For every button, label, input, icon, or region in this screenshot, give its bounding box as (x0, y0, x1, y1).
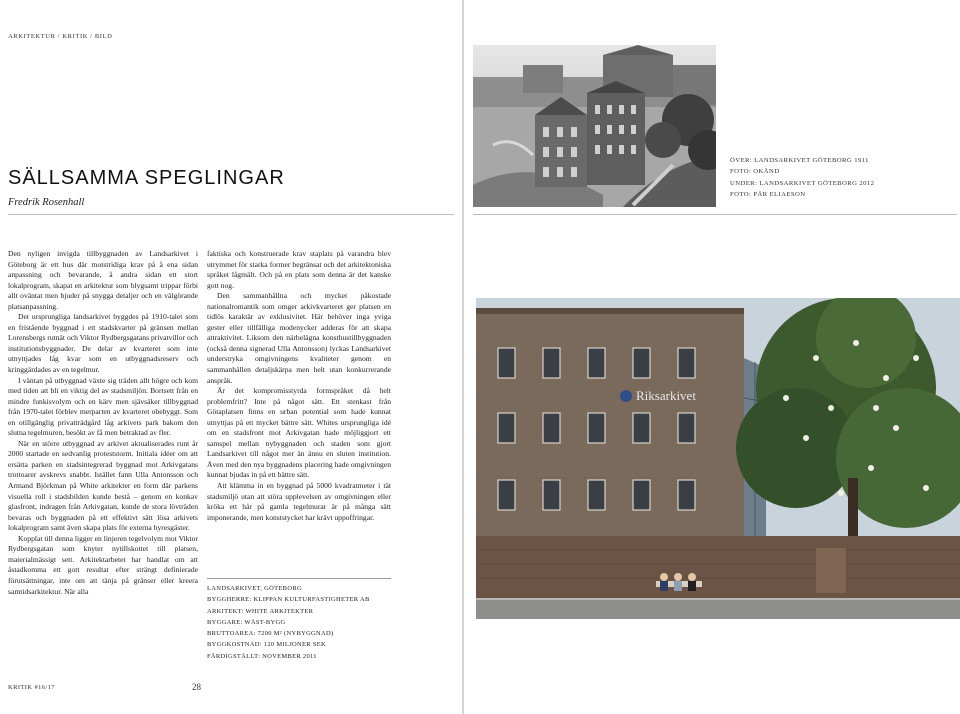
article-author: Fredrik Rosenhall (8, 197, 85, 208)
fact-line: ARKITEKT: WHITE ARKITEKTER (207, 607, 314, 615)
fact-line: BRUTTOAREA: 7200 M² (NYBYGGNAD) (207, 630, 334, 638)
caption-line: ÖVER: LANDSARKIVET GÖTEBORG 1911 (730, 157, 869, 164)
paragraph: Kopplat till denna ligger en linjeren tegelvolym mot Viktor Rydbergsgatan som knyter nytillskottet till platsen, materialmässigt sett. Arkitektarbetet har handlat om att åstadkomma ett gott resultat efter strängt definierade förutsättningar, inte om att tänja på gränser eller kreera samtidsarkitektur. När alla (8, 533, 198, 596)
paragraph: Den sammanhållna och mycket påkostade nationalromantik som omger arkivkvarteret ger platsen en tidlös karaktär av exklusivitet. Här behöver inga yviga gester eller tillfälliga modenycker adderas för att skapa attraktivitet. Liksom den närbelägna konsthustillbyggnaden (också denna signerad Ulla Antonsson) lyckas Landsarkivet understryka omgivningens kvaliteter genom en sammanhållen detaljskärpa men helt utan konkurrerande anspråk. (207, 291, 391, 385)
paragraph: När en större utbyggnad av arkivet aktualiserades runt år 2000 startade en sedvanlig proteststorm. Initiala idéer om att ersätta parken en stadsintegrerad byggnad mot Arkivgatans trottoarer avskrevs snabbt. Istället fann Ulla Antonsson och Armand Björkman på White arkitekter en form där parkens visuella roll i stadsbilden kunde bestå – genom en konkav glasfront, indragen från Arkivgatan, kunde de stora lövträden bevaras och byggnaden på ett effektivt sätt lösa arkivets lokalprogram samt även skapa plats för externa hyresgäster. (8, 438, 198, 533)
fact-line: BYGGKOSTNAD: 120 MILJONER SEK (207, 641, 327, 649)
paragraph: faktiska och konstruerade krav staplats på varandra blev utrymmet för starka former begränsat och det arkitektoniska språket lågmält. Och på en plats som denna är det kanske gott nog. (207, 249, 391, 290)
project-facts (207, 578, 391, 662)
modern-photo (476, 298, 960, 619)
caption-line: FOTO: OKÄND (730, 168, 780, 176)
paragraph: Är det kompromisstyrda formspråket då helt problemfritt? Inte på något sätt. Ett stenkast från Götaplatsen finns en urban potential som hade kunnat utnyttjas på ett mycket bättre sätt. Whites ursprungliga idé om en stadsfront mot Arkivgatan hade möjliggjort ett samspel mellan nybyggnaden och staden som gjort Landsarkivet till något mer än ännu en sluten institution. Även med den nya byggnadens placering hade omgivningen kunnat bjudas in på ett bättre sätt. (207, 386, 391, 480)
caption-line: FOTO: PÄR ELIAESON (730, 190, 806, 198)
text-column-middle (207, 249, 391, 523)
divider (207, 578, 391, 579)
magazine-issue: KRITIK #16/17 (8, 684, 55, 691)
section-label: ARKITEKTUR / KRITIK / BILD (8, 33, 113, 40)
article-title: SÄLLSAMMA SPEGLINGAR (8, 167, 285, 189)
divider (8, 214, 454, 215)
photo-captions (730, 155, 874, 200)
paragraph: Det ursprungliga landsarkivet byggdes på 1910-talet som en fristående byggnad i ett stadskvarter på gränsen mellan Lorensbergs rutnät och Viktor Rydbergsgatans privatvillor och institutionsbyggnader. De delar av kvarteret som inte utnyttjades låg kvar som en utbyggnadsreserv och kringgärdades av en tegelmur. (8, 312, 198, 375)
left-page (0, 0, 462, 714)
caption-line: UNDER: LANDSARKIVET GÖTEBORG 2012 (730, 179, 875, 187)
paragraph: I väntan på utbyggnad växte sig träden allt högre och kom med tiden att bli en viktig del av stadsmiljön. Bortsett från en mindre funkisvolym och en kärv men sjävsäker tillbyggnad från 1970-talet förblev merparten av kvarteret obebyggt. Som en otillgänglig privatträdgård låg arkivets park bakom den slutna tegelmuren, besökt av få men betraktad av fler. (8, 375, 198, 438)
building-sign: Riksarkivet (636, 388, 696, 403)
page-number: 28 (192, 682, 201, 692)
fact-line: BYGGARE: WÄST-BYGG (207, 618, 286, 626)
fact-line: BYGGHERRE: KLIPPAN KULTURFASTIGHETER AB (207, 596, 370, 604)
historic-photo (473, 45, 716, 207)
text-column-left (8, 249, 198, 597)
fact-line: FÄRDIGSTÄLLT: NOVEMBER 2011 (207, 652, 317, 660)
fact-line: LANDSARKIVET, GÖTEBORG (207, 585, 302, 592)
paragraph: Att klämma in en byggnad på 5000 kvadratmeter i tät stadsmiljö utan att störa upplevelsen av omgivningen eller kröka ett hår på gamla tegelmurar är på många sätt imponerande, men konststycket har krävt uppoffringar. (207, 481, 391, 522)
paragraph: Den nyligen invigda tillbyggnaden av Landsarkivet i Göteborg är ett hus där motstridiga krav på å ena sidan anpassning och bevarande, å andra sidan ett stort lokalprogram, skapat en arkitektur som blygsamt trippar förbi allt oväntat men bjuder på snygga detaljer och en välgörande platsanpassning. (8, 249, 198, 311)
divider (473, 214, 957, 215)
